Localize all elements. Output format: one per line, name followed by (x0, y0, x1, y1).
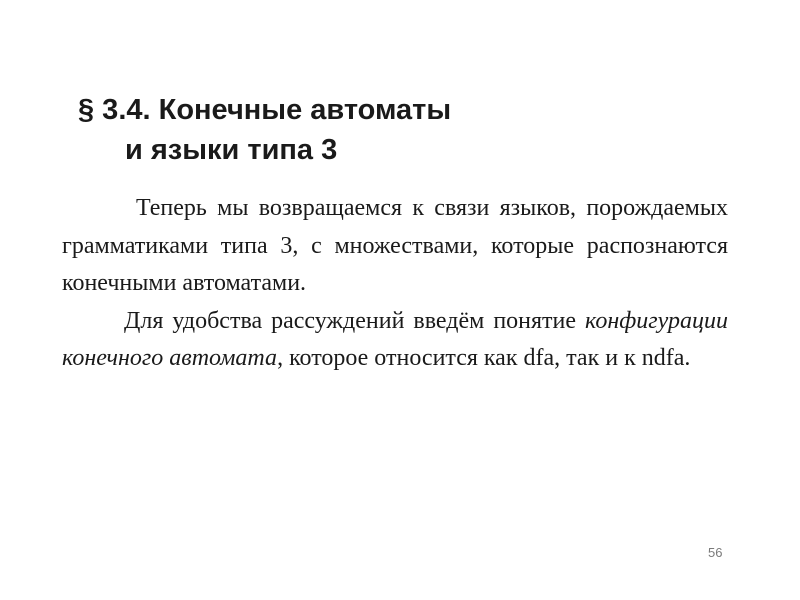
paragraph-1 (62, 190, 728, 303)
paragraph-1-text: Теперь мы возвращаемся к связи языков, порождаемых грамматиками типа 3, с множествами, которые распознаются конечными автоматами. (62, 195, 728, 296)
paragraph-2-end: , которое относится как dfa, так и к ndfa. (277, 345, 691, 371)
paragraph-2 (62, 303, 728, 378)
section-title-line-2: и языки типа 3 (125, 134, 338, 166)
section-title-line-1: § 3.4. Конечные автоматы (78, 94, 452, 126)
slide-body (62, 190, 728, 378)
defined-term: конфигурации конечного автомата (62, 307, 728, 371)
page-number: 56 (708, 545, 723, 560)
section-title (78, 90, 451, 170)
paragraph-2-start: Для удобства рассуждений введём понятие (124, 307, 586, 334)
